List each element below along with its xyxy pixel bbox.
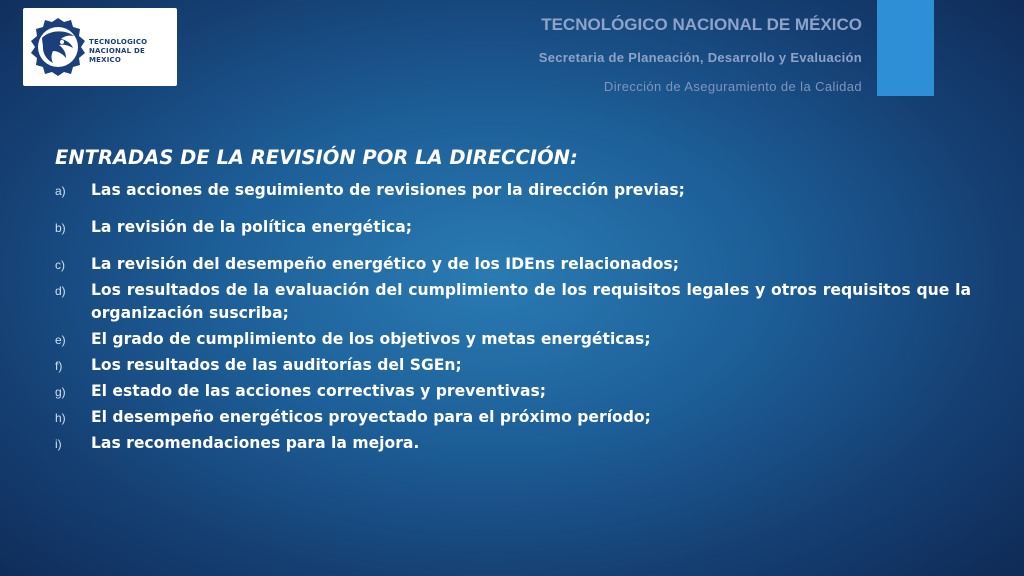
header-accent-bar (877, 0, 934, 96)
list-item-i (55, 432, 971, 455)
list-item-a (55, 179, 971, 202)
slide-heading: ENTRADAS DE LA REVISIÓN POR LA DIRECCIÓN: (55, 146, 578, 169)
list-item-b (55, 216, 971, 239)
list-marker: g) (55, 385, 66, 399)
inputs-list (55, 179, 971, 455)
list-item-c (55, 253, 971, 276)
list-item-text: El desempeño energéticos proyectado para el próximo período; (91, 408, 651, 426)
list-item-g (55, 380, 971, 403)
list-marker: f) (55, 359, 63, 373)
directorate-subtitle: Dirección de Aseguramiento de la Calidad (603, 79, 862, 94)
list-marker: b) (55, 221, 66, 235)
list-item-text: Los resultados de la evaluación del cumplimiento de los requisitos legales y otros requisitos que la organización suscriba; (91, 281, 971, 322)
list-item-text: Las acciones de seguimiento de revisiones por la dirección previas; (91, 181, 685, 199)
list-marker: e) (55, 333, 66, 347)
list-marker: d) (55, 284, 66, 298)
list-item-d (55, 279, 971, 325)
list-item-text: El grado de cumplimiento de los objetivos y metas energéticas; (91, 330, 651, 348)
department-subtitle: Secretaria de Planeación, Desarrollo y Evaluación (538, 50, 862, 65)
slide-content (55, 145, 971, 458)
list-item-text: El estado de las acciones correctivas y preventivas; (91, 382, 546, 400)
list-item-e (55, 328, 971, 351)
list-item-text: La revisión de la política energética; (91, 218, 413, 236)
list-item-text: Las recomendaciones para la mejora. (91, 434, 420, 452)
list-item-text: Los resultados de las auditorías del SGEn; (91, 356, 462, 374)
logo-line-1: TECNOLOGICO (89, 38, 148, 46)
institution-title: TECNOLÓGICO NACIONAL DE MÉXICO (541, 15, 862, 34)
list-marker: c) (55, 258, 65, 272)
list-marker: i) (55, 437, 62, 451)
list-marker: a) (55, 184, 66, 198)
list-item-text: La revisión del desempeño energético y de los IDEns relacionados; (91, 255, 679, 273)
tecnm-logo (23, 8, 177, 86)
list-item-h (55, 406, 971, 429)
logo-line-2: NACIONAL DE MEXICO (89, 47, 145, 64)
logo-wordmark (89, 38, 175, 65)
list-marker: h) (55, 411, 66, 425)
eagle-gear-emblem-icon (29, 16, 87, 78)
list-item-f (55, 354, 971, 377)
